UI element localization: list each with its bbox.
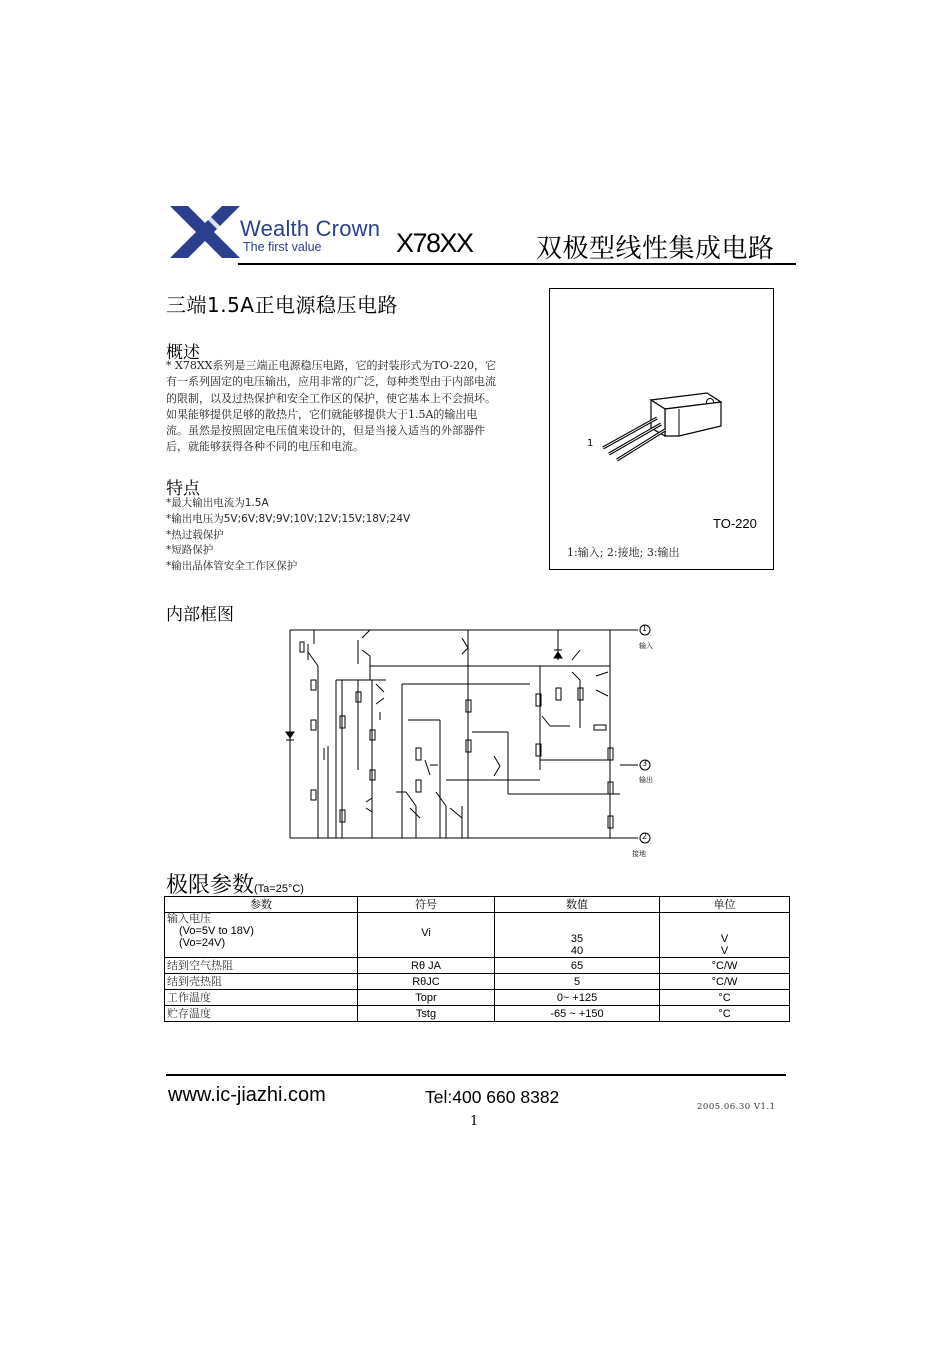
pin-3-number: 3 bbox=[642, 759, 648, 768]
package-name: TO-220 bbox=[713, 516, 757, 531]
ratings-table bbox=[164, 896, 790, 1022]
footer-website: www.ic-jiazhi.com bbox=[168, 1084, 326, 1106]
pin-1-label: 输入 bbox=[639, 642, 653, 650]
header-title: 双极型线性集成电路 bbox=[536, 234, 775, 264]
to220-package-drawing bbox=[595, 390, 725, 465]
param-cell bbox=[165, 913, 358, 958]
overview-heading: 概述 bbox=[166, 343, 200, 363]
features-list bbox=[166, 496, 410, 575]
param-cell: 结到壳热阻 bbox=[165, 974, 358, 990]
features-heading: 特点 bbox=[166, 479, 200, 499]
page-subtitle: 三端1.5A正电源稳压电路 bbox=[166, 293, 398, 317]
column-header: 符号 bbox=[358, 897, 495, 913]
param-sub: (Vo=5V to 18V) bbox=[179, 925, 254, 937]
overview-text: * X78XX系列是三端正电源稳压电路，它的封装形式为TO-220，它有一系列固定的电压输出，应用非常的广泛，每种类型由于内部电流的限制，以及过热保护和安全工作区的保护，使它基本上不会损坏。如果能够提供足够的散热片，它们就能够提供大于1.5A的输出电流。虽然是按照固定电压值来设计的，但是当接入适当的外部器件后，就能够获得各种不同的电压和电流。 bbox=[166, 359, 496, 454]
value-cell: 5 bbox=[495, 974, 660, 990]
table-row bbox=[165, 958, 790, 974]
table-row bbox=[165, 1006, 790, 1022]
unit-cell: °C bbox=[660, 990, 790, 1006]
symbol-cell: Vi bbox=[358, 913, 495, 958]
symbol-cell: Tstg bbox=[358, 1006, 495, 1022]
unit-cell: °C/W bbox=[660, 958, 790, 974]
value: 40 bbox=[570, 945, 584, 957]
column-header: 数值 bbox=[495, 897, 660, 913]
brand-name: Wealth Crown bbox=[240, 216, 381, 241]
pin-one-marker: 1 bbox=[587, 438, 594, 449]
value-cell: 65 bbox=[495, 958, 660, 974]
ratings-heading bbox=[166, 868, 304, 899]
param-cell: 工作温度 bbox=[165, 990, 358, 1006]
feature-item: *输出电压为5V;6V;8V;9V;10V;12V;15V;18V;24V bbox=[166, 512, 411, 525]
company-logo bbox=[166, 202, 244, 262]
unit-cell: °C/W bbox=[660, 974, 790, 990]
unit-cell: °C bbox=[660, 1006, 790, 1022]
symbol-cell: Rθ JA bbox=[358, 958, 495, 974]
value-cell: -65 ~ +150 bbox=[495, 1006, 660, 1022]
page-number: 1 bbox=[470, 1114, 479, 1129]
footer-version: 2005.06.30 V1.1 bbox=[697, 1102, 776, 1112]
param-sub: (Vo=24V) bbox=[179, 937, 226, 949]
internal-schematic bbox=[280, 620, 665, 860]
unit-cell bbox=[660, 913, 790, 958]
param-cell: 结到空气热阻 bbox=[165, 958, 358, 974]
value-cell bbox=[495, 913, 660, 958]
block-diagram-heading: 内部框图 bbox=[166, 605, 234, 625]
column-header: 单位 bbox=[660, 897, 790, 913]
value-cell: 0~ +125 bbox=[495, 990, 660, 1006]
pin-3-label: 输出 bbox=[639, 776, 653, 784]
table-header-row bbox=[165, 897, 790, 913]
pin-1-number: 1 bbox=[642, 624, 648, 633]
param-name: 输入电压 bbox=[167, 912, 211, 925]
column-header: 参数 bbox=[165, 897, 358, 913]
pin-2-label: 接地 bbox=[632, 850, 646, 858]
table-row bbox=[165, 974, 790, 990]
footer-divider bbox=[166, 1074, 786, 1076]
table-row bbox=[165, 913, 790, 958]
value: 35 bbox=[570, 933, 584, 945]
brand-tagline: The first value bbox=[243, 240, 322, 254]
ratings-condition: (Ta=25°C) bbox=[254, 883, 304, 895]
part-number: X78XX bbox=[396, 228, 473, 258]
symbol-cell: RθJC bbox=[358, 974, 495, 990]
footer-phone: Tel:400 660 8382 bbox=[425, 1087, 560, 1107]
unit: V bbox=[720, 945, 729, 957]
table-row bbox=[165, 990, 790, 1006]
pin-2-number: 2 bbox=[642, 832, 648, 841]
header-divider bbox=[238, 263, 796, 265]
symbol-cell: Topr bbox=[358, 990, 495, 1006]
feature-item: *输出晶体管安全工作区保护 bbox=[166, 560, 298, 573]
feature-item: *最大输出电流为1.5A bbox=[166, 497, 269, 509]
param-cell: 贮存温度 bbox=[165, 1006, 358, 1022]
ratings-title: 极限参数 bbox=[166, 873, 255, 898]
pin-description: 1:输入; 2:接地; 3:输出 bbox=[567, 546, 680, 559]
feature-item: *热过载保护 bbox=[166, 528, 224, 541]
feature-item: *短路保护 bbox=[166, 544, 214, 557]
unit: V bbox=[720, 933, 729, 945]
